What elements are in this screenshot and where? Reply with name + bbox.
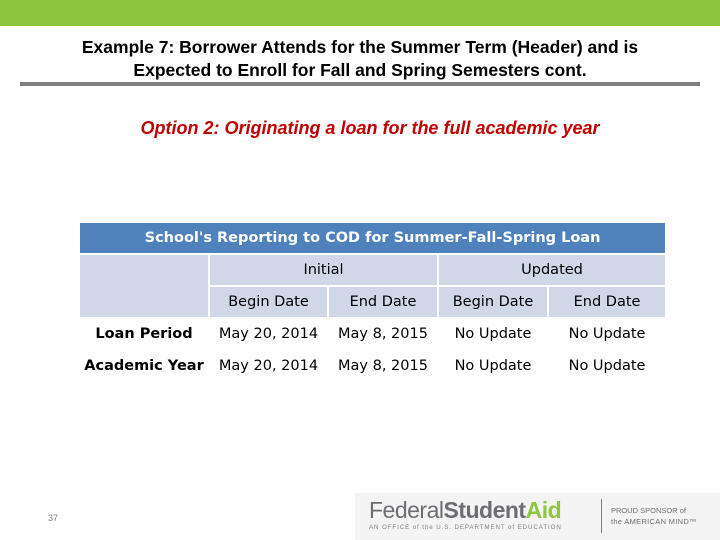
subheader-updated-end-date: End Date bbox=[548, 286, 666, 318]
slide-subtitle: Option 2: Originating a loan for the full academic year bbox=[140, 118, 600, 138]
footer-logo-banner bbox=[355, 493, 720, 540]
slide-title-line-2: Expected to Enroll for Fall and Spring Semesters cont. bbox=[133, 60, 587, 80]
table-cell: May 20, 2014 bbox=[209, 350, 328, 382]
row-label: Loan Period bbox=[79, 318, 209, 350]
subheader-initial-begin-date: Begin Date bbox=[209, 286, 328, 318]
group-header-updated: Updated bbox=[438, 254, 666, 286]
cod-reporting-table bbox=[79, 222, 666, 382]
row-label: Academic Year bbox=[79, 350, 209, 382]
page-number: 37 bbox=[48, 513, 59, 523]
top-accent-bar bbox=[0, 0, 720, 26]
sponsor-text bbox=[611, 505, 697, 527]
table-cell: May 8, 2015 bbox=[328, 350, 438, 382]
sponsor-line-2: the AMERICAN MIND™ bbox=[611, 517, 697, 526]
table-cell: No Update bbox=[438, 350, 548, 382]
group-header-initial: Initial bbox=[209, 254, 438, 286]
table-caption-row bbox=[79, 222, 666, 254]
logo-word-student: Student bbox=[443, 497, 526, 523]
logo-word-federal: Federal bbox=[369, 497, 444, 523]
federal-student-aid-logo bbox=[369, 497, 561, 524]
logo-divider bbox=[601, 499, 602, 533]
logo-word-aid: Aid bbox=[525, 497, 562, 523]
table-row bbox=[79, 350, 666, 382]
table-cell: May 8, 2015 bbox=[328, 318, 438, 350]
sponsor-line-1: PROUD SPONSOR of bbox=[611, 506, 687, 515]
table-row bbox=[79, 318, 666, 350]
slide-title bbox=[20, 36, 700, 82]
logo-tagline: AN OFFICE of the U.S. DEPARTMENT of EDUCATION bbox=[369, 524, 562, 531]
table-corner-cell bbox=[79, 254, 209, 318]
table-cell: No Update bbox=[548, 318, 666, 350]
table-cell: No Update bbox=[438, 318, 548, 350]
table-cell: No Update bbox=[548, 350, 666, 382]
slide-title-line-1: Example 7: Borrower Attends for the Summer Term (Header) and is bbox=[81, 37, 639, 57]
table-group-row bbox=[79, 254, 666, 286]
subheader-initial-end-date: End Date bbox=[328, 286, 438, 318]
title-divider bbox=[20, 82, 700, 86]
table-cell: May 20, 2014 bbox=[209, 318, 328, 350]
table-caption: School's Reporting to COD for Summer-Fall-Spring Loan bbox=[79, 222, 666, 254]
subheader-updated-begin-date: Begin Date bbox=[438, 286, 548, 318]
